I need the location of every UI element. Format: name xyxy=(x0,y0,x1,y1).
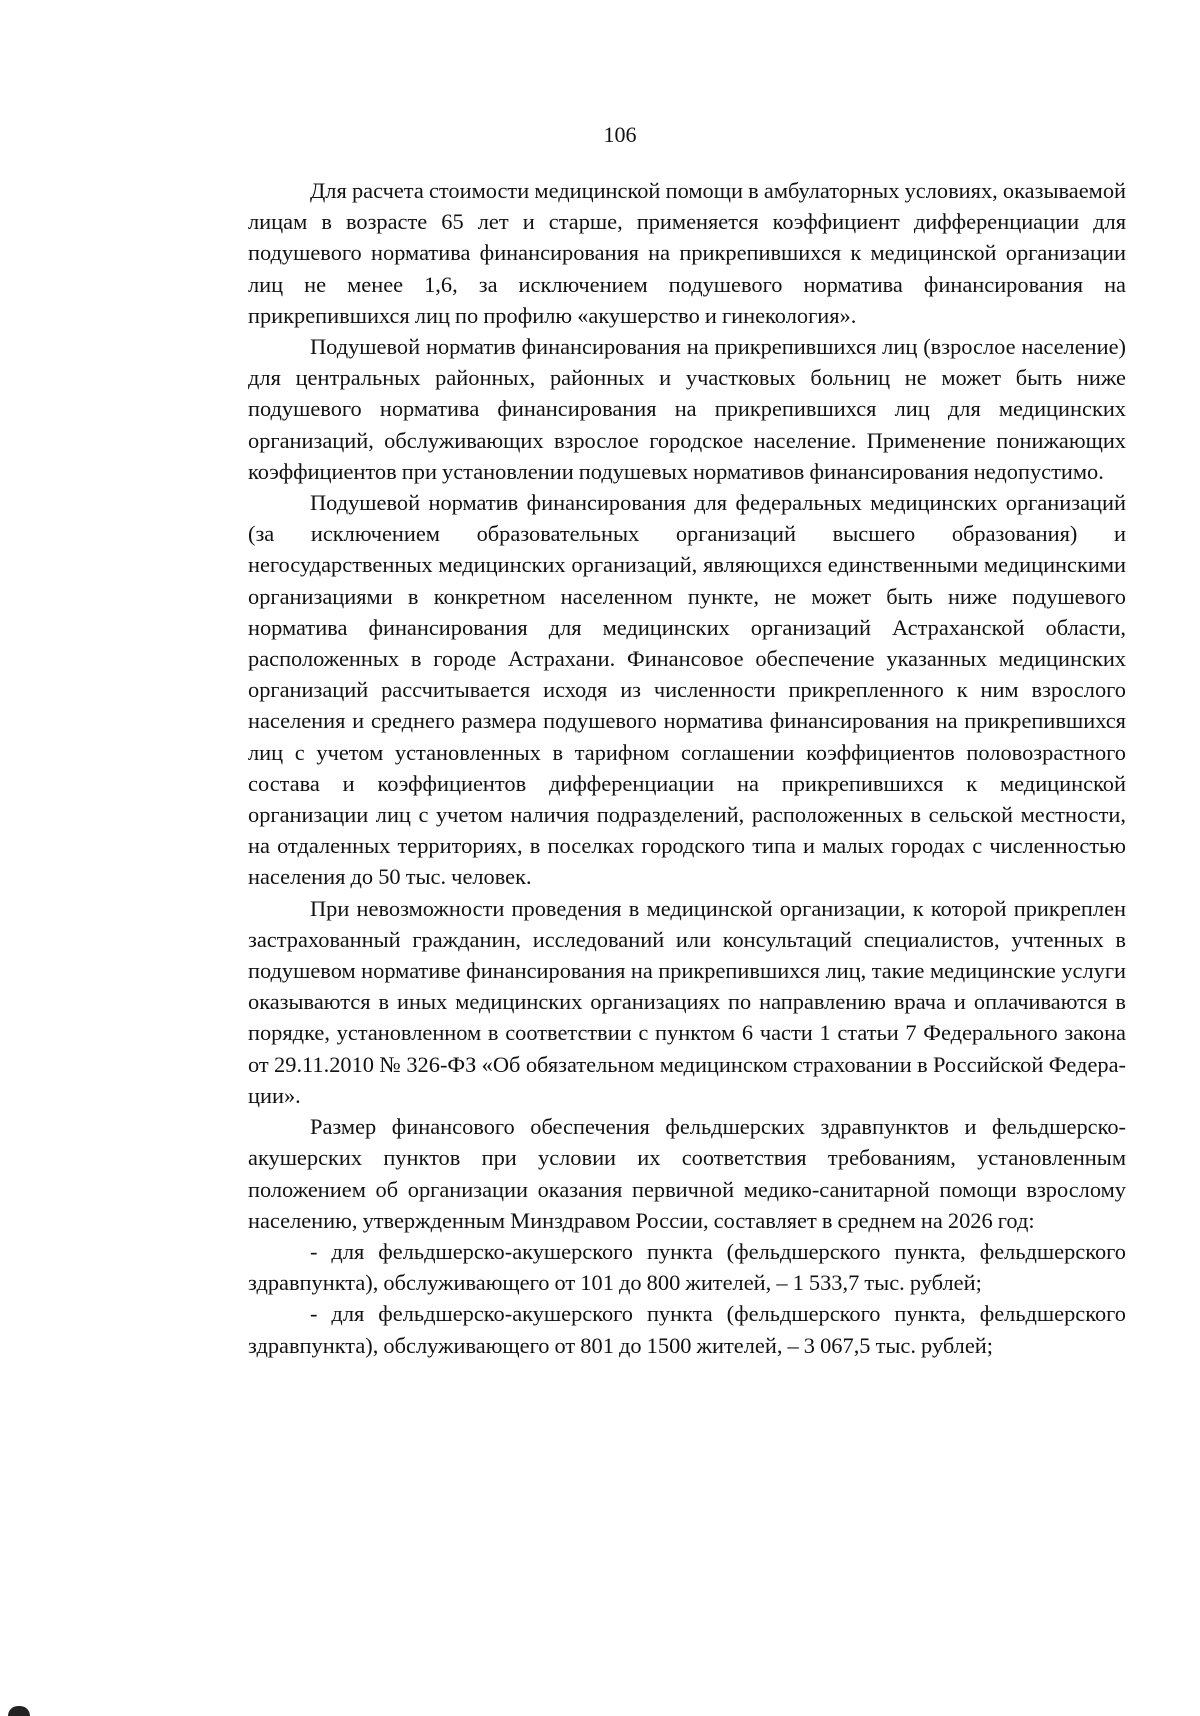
paragraph-other-organizations: При невозможности проведения в медицинской организации, к которой прикреплен застрахованный гражданин, исследований или консультаций специалистов, учтенных в подушевом нормативе финансирования на прикрепившихся лиц, такие медицинские услуги оказываются в иных медицинских организациях по направлению врача и оплачиваются в порядке, установленном в соответствии с пунктом 6 части 1 статьи 7 Федерального закона от 29.11.2010 № 326-ФЗ «Об обязательном медицинском страховании в Российской Федерации». xyxy=(248,895,1126,1108)
body-text xyxy=(248,175,1126,1361)
scan-artifact-mark xyxy=(8,1706,30,1716)
paragraph-feldsher-funding: Размер финансового обеспечения фельдшерских здравпунктов и фельдшерско-акушерских пунктов при условии их соответствия требованиям, установленным положением об организации оказания первичной медико-санитарной помощи взрослому населению, утвержденным Минздравом России, составляет в среднем на 2026 год: xyxy=(248,1114,1126,1233)
paragraph-elderly-coefficient: Для расчета стоимости медицинской помощи в амбулаторных условиях, оказываемой лицам в возрасте 65 лет и старше, применяется коэффициент дифференциации для подушевого норматива финансирования на прикрепившихся к медицинской организации лиц не менее 1,6, за исключением подушевого норматива финансирования на прикрепившихся лиц по профилю «акушерство и гинекология». xyxy=(248,178,1126,328)
page-number: 106 xyxy=(603,122,637,147)
list-item-801-1500: - для фельдшерско-акушерского пункта (фельдшерского пункта, фельдшерского здравпункта), обслуживающего от 801 до 1500 жителей, – 3 067,5 тыс. рублей; xyxy=(248,1301,1126,1358)
paragraph-federal-organizations: Подушевой норматив финансирования для федеральных медицинских организаций (за исключением образовательных организаций высшего образования) и негосударственных медицинских организаций, являющихся единственными медицинскими организациями в конкретном населенном пункте, не может быть ниже подушевого норматива финансирования для медицинских организаций Астраханской области, расположенных в городе Астрахани. Финансовое обеспечение указанных медицинских организаций рассчитывается исходя из численности прикрепленного к ним взрослого населения и среднего размера подушевого норматива финансирования на прикрепившихся лиц с учетом установленных в тарифном соглашении коэффициентов половозрастного состава и коэффициентов дифференциации на прикрепившихся к медицинской организации лиц с учетом наличия подразделений, расположенных в сельской местности, на отдаленных территориях, в поселках городского типа и малых городах с численностью населения до 50 тыс. человек. xyxy=(248,490,1126,890)
list-item-101-800: - для фельдшерско-акушерского пункта (фельдшерского пункта, фельдшерского здравпункта), обслуживающего от 101 до 800 жителей, – 1 533,7 тыс. рублей; xyxy=(248,1238,1126,1296)
paragraph-rural-hospitals: Подушевой норматив финансирования на прикрепившихся лиц (взрослое население) для центральных районных, районных и участковых больниц не может быть ниже подушевого норматива финансирования на прикрепившихся лиц для медицинских организаций, обслуживающих взрослое городское население. Применение понижающих коэффициентов при установлении подушевых нормативов финансирования недопустимо. xyxy=(248,334,1126,484)
